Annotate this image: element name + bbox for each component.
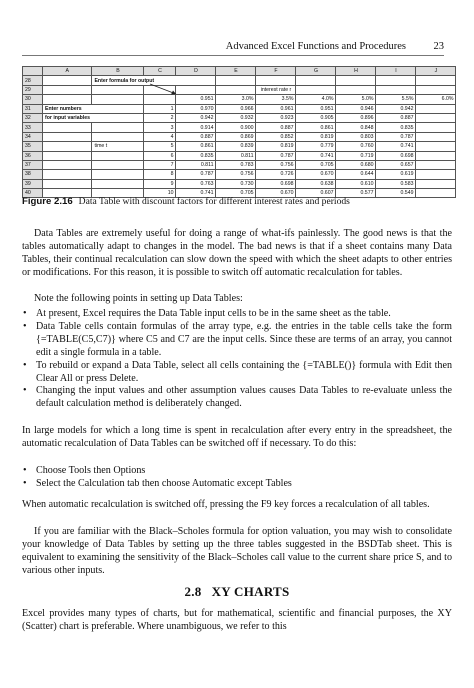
sheet-cell[interactable]: for input variables [43, 113, 92, 122]
sheet-cell[interactable]: 0.848 [336, 123, 376, 132]
sheet-cell[interactable] [416, 179, 456, 188]
sheet-cell[interactable]: 0.741 [176, 189, 216, 198]
spreadsheet-data-table [22, 66, 456, 198]
bullet-list-recalc-steps [22, 465, 452, 491]
sheet-cell[interactable]: 0.783 [216, 160, 256, 169]
sheet-cell[interactable]: 0.819 [296, 132, 336, 141]
sheet-cell[interactable]: 0.741 [376, 142, 416, 151]
running-header [22, 41, 444, 56]
sheet-cell[interactable]: 0.966 [216, 104, 256, 113]
sheet-row [23, 160, 456, 169]
bullet-item [22, 478, 452, 491]
sheet-cell[interactable] [296, 85, 336, 94]
sheet-row [23, 179, 456, 188]
sheet-cell[interactable]: 0.803 [336, 132, 376, 141]
sheet-cell[interactable]: 0.923 [256, 113, 296, 122]
sheet-cell[interactable]: 0.905 [296, 113, 336, 122]
sheet-cell[interactable]: 1 [144, 104, 176, 113]
row-header[interactable]: 36 [23, 151, 43, 160]
sheet-cell[interactable] [416, 85, 456, 94]
sheet-cell[interactable]: 3.0% [216, 95, 256, 104]
sheet-cell[interactable]: 0.680 [336, 160, 376, 169]
sheet-cell[interactable] [336, 76, 376, 85]
sheet-cell[interactable]: 0.756 [216, 170, 256, 179]
sheet-cell[interactable]: 0.787 [176, 170, 216, 179]
sheet-cell[interactable]: 0.887 [256, 123, 296, 132]
sheet-cell[interactable]: 0.787 [376, 132, 416, 141]
column-header[interactable]: B [92, 67, 144, 76]
figure-caption-text: Data Table with discount factors for different interest rates and periods [78, 196, 350, 207]
sheet-cell[interactable]: 0.961 [256, 104, 296, 113]
sheet-cell[interactable]: 0.839 [216, 142, 256, 151]
bullet-item [22, 321, 452, 360]
sheet-cell[interactable] [336, 85, 376, 94]
bullet-text: Choose Tools then Options [36, 465, 146, 476]
corner-cell[interactable] [23, 67, 43, 76]
row-header[interactable]: 31 [23, 104, 43, 113]
sheet-cell[interactable] [416, 160, 456, 169]
sheet-cell[interactable]: 3.5% [256, 95, 296, 104]
sheet-row [23, 132, 456, 141]
sheet-row [23, 170, 456, 179]
bullet-icon: • [23, 308, 27, 319]
sheet-row [23, 142, 456, 151]
running-title: Advanced Excel Functions and Procedures [225, 41, 406, 52]
formula-pointer-arrow-icon [148, 82, 182, 98]
sheet-cell[interactable]: 0.896 [336, 113, 376, 122]
sheet-cell[interactable]: 0.577 [336, 189, 376, 198]
sheet-cell[interactable] [216, 85, 256, 94]
sheet-row [23, 76, 456, 85]
sheet-cell[interactable] [43, 123, 92, 132]
sheet-cell[interactable]: Enter formula for output [92, 76, 216, 85]
column-header[interactable]: I [376, 67, 416, 76]
sheet-row [23, 104, 456, 113]
sheet-cell[interactable]: 0.698 [256, 179, 296, 188]
sheet-cell[interactable] [416, 123, 456, 132]
sheet-cell[interactable] [256, 76, 296, 85]
sheet-cell[interactable] [416, 132, 456, 141]
sheet-cell[interactable] [416, 76, 456, 85]
sheet-cell[interactable]: 0.811 [216, 151, 256, 160]
sheet-cell[interactable]: 0.549 [376, 189, 416, 198]
sheet-cell[interactable] [92, 95, 144, 104]
sheet-cell[interactable] [416, 113, 456, 122]
paragraph-xy-charts: Excel provides many types of charts, but for mathematical, scientific and financial purposes, the XY (Scatter) chart is preferable. Where unambiguous, we refer to this [22, 608, 452, 632]
sheet-cell[interactable] [376, 76, 416, 85]
sheet-cell[interactable] [416, 170, 456, 179]
column-header[interactable]: F [256, 67, 296, 76]
row-header[interactable]: 29 [23, 85, 43, 94]
section-number: 2.8 [184, 584, 202, 599]
sheet-cell[interactable]: 0.970 [176, 104, 216, 113]
bullet-text: Data Table cells contain formulas of the array type, e.g. the entries in the table cells take the form {=TABLE(C5,C7)} where C5 and C7 are the input cells. Since these are terms of an array, you cannot edit a single formula in a table. [36, 320, 452, 358]
sheet-cell[interactable]: 0.887 [376, 113, 416, 122]
sheet-cell[interactable]: 0.726 [256, 170, 296, 179]
sheet-cell[interactable]: 0.657 [376, 160, 416, 169]
sheet-cell[interactable]: 0.932 [216, 113, 256, 122]
sheet-cell[interactable] [216, 76, 256, 85]
sheet-cell[interactable]: 0.787 [256, 151, 296, 160]
sheet-cell[interactable]: 9 [144, 179, 176, 188]
page-number: 23 [433, 41, 444, 52]
sheet-cell[interactable]: 5.0% [336, 95, 376, 104]
sheet-cell[interactable]: 4.0% [296, 95, 336, 104]
sheet-cell[interactable]: 10 [144, 189, 176, 198]
sheet-cell[interactable] [416, 142, 456, 151]
bullet-icon: • [23, 465, 27, 476]
sheet-cell[interactable]: 0.619 [376, 170, 416, 179]
sheet-cell[interactable] [43, 76, 92, 85]
sheet-row [23, 113, 456, 122]
sheet-cell[interactable] [296, 76, 336, 85]
column-header[interactable]: G [296, 67, 336, 76]
sheet-cell[interactable] [92, 170, 144, 179]
sheet-cell[interactable]: Enter numbers [43, 104, 92, 113]
bullet-item [22, 360, 452, 386]
sheet-row [23, 95, 456, 104]
sheet-cell[interactable] [92, 113, 144, 122]
section-title: XY CHARTS [211, 584, 290, 599]
sheet-cell[interactable]: 0.705 [216, 189, 256, 198]
sheet-cell[interactable]: 5.5% [376, 95, 416, 104]
bullet-icon: • [23, 359, 27, 371]
paragraph-f9: When automatic recalculation is switched off, pressing the F9 key forces a recalculation of all tables. [22, 499, 430, 510]
column-header[interactable]: C [144, 67, 176, 76]
column-header[interactable]: D [176, 67, 216, 76]
column-header[interactable]: A [43, 67, 92, 76]
bullet-item [22, 308, 452, 321]
sheet-cell[interactable]: 0.638 [296, 179, 336, 188]
sheet-cell[interactable]: 0.861 [296, 123, 336, 132]
sheet-cell[interactable]: time t [92, 142, 144, 151]
sheet-cell[interactable]: 0.946 [336, 104, 376, 113]
sheet-cell[interactable] [92, 123, 144, 132]
sheet-cell[interactable]: 0.887 [176, 132, 216, 141]
row-header[interactable]: 37 [23, 160, 43, 169]
sheet-cell[interactable] [92, 104, 144, 113]
sheet-cell[interactable] [43, 142, 92, 151]
sheet-cell[interactable]: 0.705 [296, 160, 336, 169]
row-header[interactable]: 39 [23, 179, 43, 188]
sheet-cell[interactable] [92, 160, 144, 169]
section-heading [0, 584, 474, 600]
bullet-icon: • [23, 477, 27, 489]
sheet-cell[interactable]: 0.719 [336, 151, 376, 160]
sheet-cell[interactable]: 0.698 [376, 151, 416, 160]
sheet-cell[interactable]: 0.607 [296, 189, 336, 198]
sheet-cell[interactable]: 6.0% [416, 95, 456, 104]
column-header[interactable]: J [416, 67, 456, 76]
paragraph-intro: Data Tables are extremely useful for doing a range of what-ifs painlessly. The good news is that the tables automatically adapt to changes in the model. The bad news is that if a sheet contains many Data Tables, their continual recalculation can slow down the speed with which the sheet adapts to other entries or modifications. For this reason, it is possible to switch off automatic recalculation for tables. [22, 228, 452, 278]
sheet-cell[interactable] [92, 132, 144, 141]
column-header[interactable]: H [336, 67, 376, 76]
sheet-cell[interactable] [92, 151, 144, 160]
sheet-cell[interactable]: 0.900 [216, 123, 256, 132]
sheet-cell[interactable]: 0.835 [176, 151, 216, 160]
row-header[interactable]: 33 [23, 123, 43, 132]
sheet-cell[interactable] [43, 160, 92, 169]
sheet-row [23, 85, 456, 94]
sheet-cell[interactable]: 0.869 [216, 132, 256, 141]
sheet-cell[interactable]: 0.819 [256, 142, 296, 151]
sheet-cell[interactable] [416, 104, 456, 113]
sheet-cell[interactable] [416, 189, 456, 198]
sheet-cell[interactable]: 2 [144, 113, 176, 122]
sheet-cell[interactable]: 0.583 [376, 179, 416, 188]
column-header[interactable]: E [216, 67, 256, 76]
row-header[interactable]: 40 [23, 189, 43, 198]
sheet-cell[interactable]: 0.942 [376, 104, 416, 113]
sheet-cell[interactable] [376, 85, 416, 94]
sheet-cell[interactable]: 0.644 [336, 170, 376, 179]
bullet-text: Select the Calculation tab then choose Automatic except Tables [36, 477, 292, 489]
bullet-text: To rebuild or expand a Data Table, select all cells containing the {=TABLE()} formula with Edit then Clear All or press Delete. [36, 359, 452, 384]
sheet-cell[interactable] [43, 151, 92, 160]
sheet-cell[interactable] [92, 85, 144, 94]
sheet-cell[interactable]: 0.914 [176, 123, 216, 132]
sheet-cell[interactable]: 0.861 [176, 142, 216, 151]
bullet-icon: • [23, 385, 27, 397]
sheet-cell[interactable]: 0.670 [256, 189, 296, 198]
sheet-cell[interactable]: 0.763 [176, 179, 216, 188]
sheet-cell[interactable]: 5 [144, 142, 176, 151]
sheet-cell[interactable]: 0.610 [336, 179, 376, 188]
sheet-cell[interactable]: 0.670 [296, 170, 336, 179]
sheet-cell[interactable]: 6 [144, 151, 176, 160]
sheet-cell[interactable]: 3 [144, 123, 176, 132]
sheet-cell[interactable]: 0.835 [376, 123, 416, 132]
sheet-cell[interactable]: 0.779 [296, 142, 336, 151]
bullet-list-data-table-notes [22, 308, 452, 411]
sheet-cell[interactable]: 0.730 [216, 179, 256, 188]
sheet-cell[interactable] [92, 179, 144, 188]
bullet-text: Changing the input values and other assumption values causes Data Tables to re-evaluate unless the default calculation method is deliberately changed. [36, 385, 452, 410]
bullet-item [22, 385, 452, 411]
sheet-cell[interactable] [43, 85, 92, 94]
sheet-cell[interactable]: 0.756 [256, 160, 296, 169]
sheet-cell[interactable]: interest rate r [256, 85, 296, 94]
sheet-cell[interactable]: 0.942 [176, 113, 216, 122]
paragraph-recalculation: In large models for which a long time is spent in recalculation after every entry in the spreadsheet, the automatic recalculation of Data Tables can be switched off if necessary. To do this: [22, 425, 452, 449]
sheet-cell[interactable] [43, 95, 92, 104]
paragraph-setup-notes: Note the following points in setting up Data Tables: [34, 293, 243, 304]
sheet-cell[interactable]: 0.951 [176, 95, 216, 104]
row-header[interactable]: 35 [23, 142, 43, 151]
sheet-cell[interactable]: 0.741 [296, 151, 336, 160]
sheet-cell[interactable]: 0.760 [336, 142, 376, 151]
sheet-cell[interactable] [43, 170, 92, 179]
bullet-text: At present, Excel requires the Data Table input cells to be in the same sheet as the table. [36, 308, 391, 319]
sheet-cell[interactable]: 0.951 [296, 104, 336, 113]
paragraph-black-scholes: If you are familiar with the Black–Scholes formula for option valuation, you may wish to consolidate your knowledge of Data Tables by setting up the three tables suggested in the BSDTab sheet. This is equivalent to examining the sensitivity of the Black–Scholes call value to the current share price S, and to various other inputs. [22, 526, 452, 576]
sheet-cell[interactable]: 0.811 [176, 160, 216, 169]
row-header[interactable]: 28 [23, 76, 43, 85]
figure-caption [22, 196, 350, 207]
sheet-cell[interactable] [43, 179, 92, 188]
sheet-row [23, 123, 456, 132]
bullet-icon: • [23, 320, 27, 332]
sheet-cell[interactable] [43, 132, 92, 141]
sheet-row [23, 151, 456, 160]
row-header[interactable]: 32 [23, 113, 43, 122]
sheet-cell[interactable]: 8 [144, 170, 176, 179]
row-header[interactable]: 38 [23, 170, 43, 179]
sheet-cell[interactable]: 4 [144, 132, 176, 141]
sheet-cell[interactable] [416, 151, 456, 160]
row-header[interactable]: 30 [23, 95, 43, 104]
row-header[interactable]: 34 [23, 132, 43, 141]
figure-label: Figure 2.16 [22, 196, 73, 207]
sheet-cell[interactable]: 0.852 [256, 132, 296, 141]
bullet-item [22, 465, 452, 478]
sheet-cell[interactable]: 7 [144, 160, 176, 169]
